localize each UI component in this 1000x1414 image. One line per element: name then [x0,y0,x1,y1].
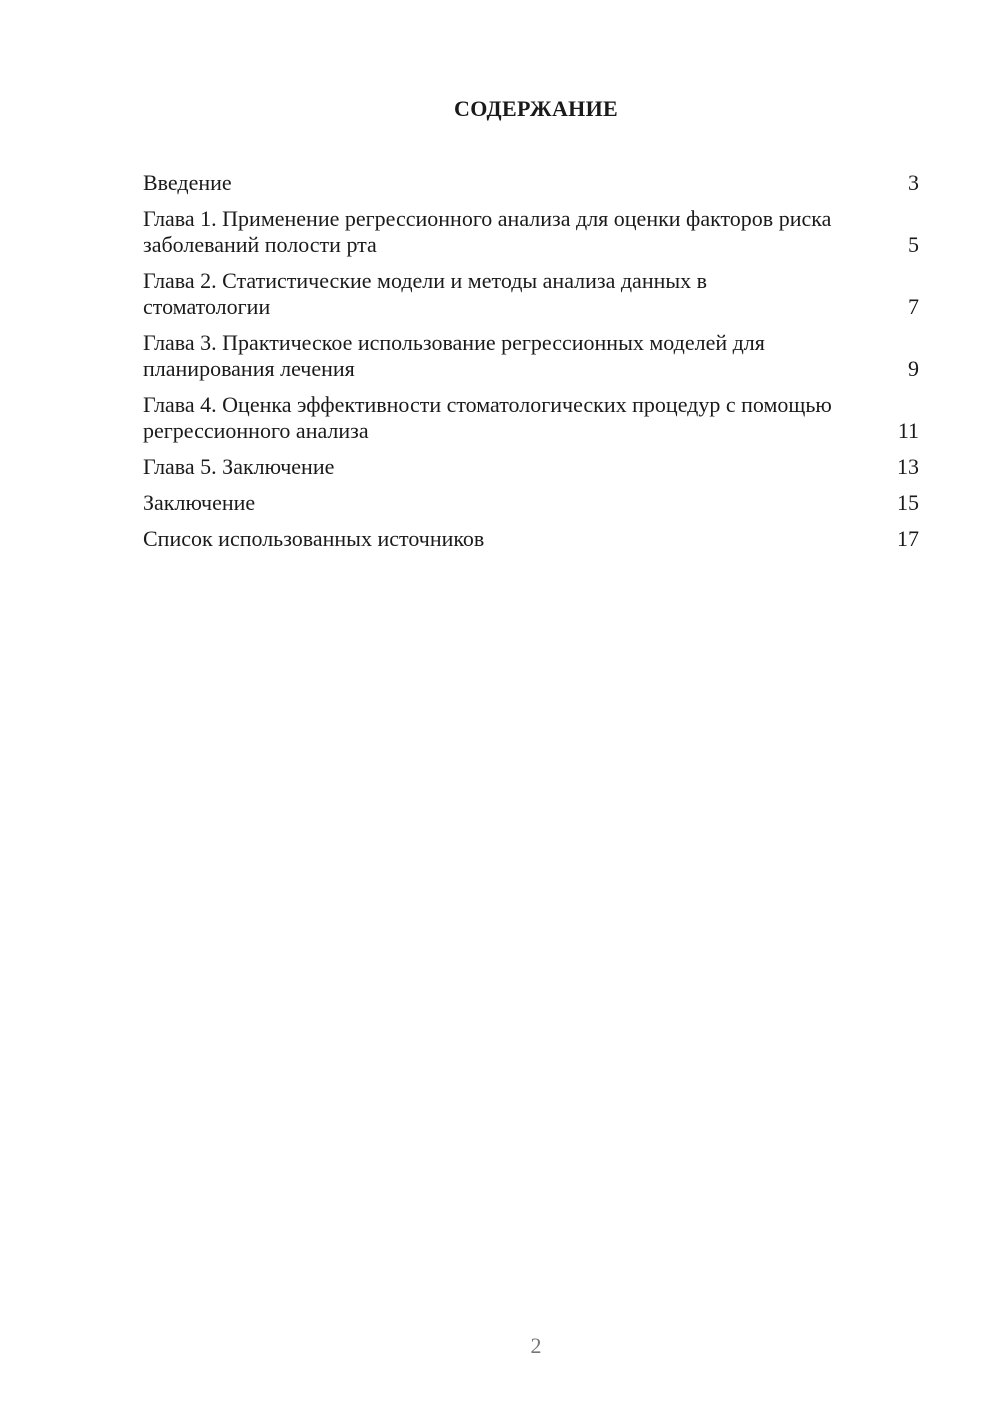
page-title: СОДЕРЖАНИЕ [454,96,618,121]
toc-entry-title: Заключение [143,490,256,515]
page-number: 2 [530,1333,542,1358]
toc-entry-title: Глава 5. Заключение [143,454,335,479]
toc-entry [143,526,919,552]
toc-entry [143,330,919,382]
toc-entry [143,490,919,516]
toc-entry [143,206,919,258]
toc-entry-page: 3 [908,170,919,195]
toc-entry [143,170,919,196]
toc-entry-page: 7 [908,294,919,319]
toc-entry-title: Глава 2. Статистические модели и методы анализа данных в стоматологии [143,268,708,319]
toc-entry [143,454,919,480]
toc-entry-page: 17 [897,526,919,551]
table-of-contents [143,170,919,562]
toc-entry-page: 13 [897,454,919,479]
toc-entry [143,392,919,444]
toc-entry-title: Глава 3. Практическое использование регрессионных моделей для планирования лечения [143,330,765,381]
toc-entry-page: 11 [897,418,919,443]
toc-entry-page: 9 [908,356,919,381]
toc-entry-page: 15 [897,490,919,515]
toc-entry-title: Глава 4. Оценка эффективности стоматологических процедур с помощью регрессионного анализа [143,392,832,443]
toc-entry [143,268,919,320]
toc-entry-title: Введение [143,170,232,195]
toc-entry-title: Список использованных источников [143,526,485,551]
toc-entry-title: Глава 1. Применение регрессионного анализа для оценки факторов риска заболеваний полости рта [143,206,832,257]
toc-entry-page: 5 [908,232,919,257]
